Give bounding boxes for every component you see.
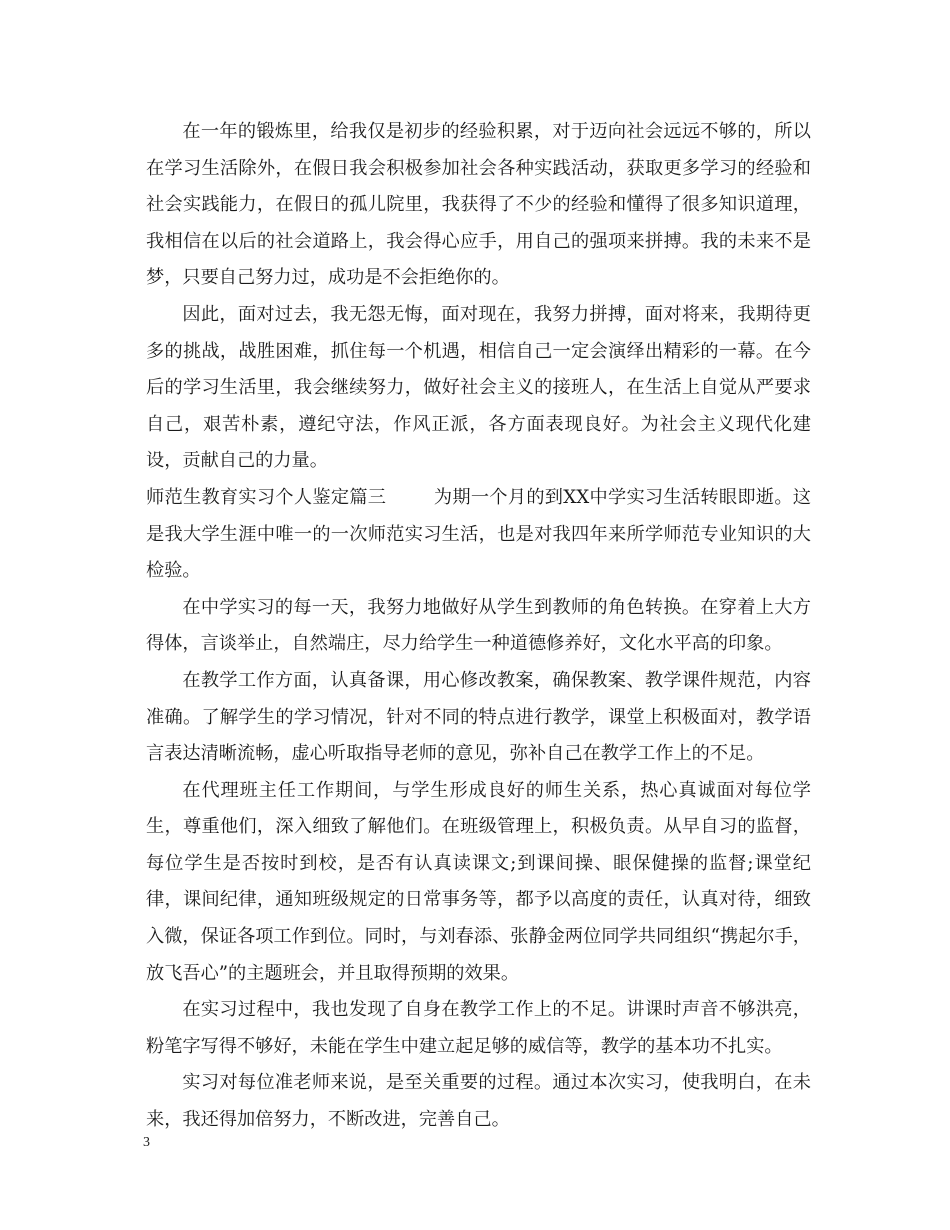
paragraph-4: 在教学工作方面，认真备课，用心修改教案，确保教案、教学课件规范，内容准确。了解学生的学习情况，针对不同的特点进行教学，课堂上积极面对，教学语言表达清晰流畅，虚心听取指导老师的意见，弥补自己在教学工作上的不足。: [146, 669, 811, 765]
paragraph-2: 因此，面对过去，我无怨无悔，面对现在，我努力拼搏，面对将来，我期待更多的挑战，战胜困难，抓住每一个机遇，相信自己一定会演绎出精彩的一幕。在今后的学习生活里，我会继续努力，做好社会主义的接班人，在生活上自觉从严要求自己，艰苦朴素，遵纪守法，作风正派，各方面表现良好。为社会主义现代化建设，贡献自己的力量。: [146, 303, 811, 472]
section-paragraph: [146, 480, 811, 590]
paragraph-3: 在中学实习的每一天，我努力地做好从学生到教师的角色转换。在穿着上大方得体，言谈举止，自然端庄，尽力给学生一种道德修养好，文化水平高的印象。: [146, 596, 811, 655]
page-number: 3: [143, 1135, 150, 1150]
document-body: [146, 114, 811, 1139]
paragraph-6: 在实习过程中，我也发现了自身在教学工作上的不足。讲课时声音不够洪亮，粉笔字写得不够好，未能在学生中建立起足够的威信等，教学的基本功不扎实。: [146, 999, 811, 1057]
paragraph-5: 在代理班主任工作期间，与学生形成良好的师生关系，热心真诚面对每位学生，尊重他们，深入细致了解他们。在班级管理上，积极负责。从早自习的监督，每位学生是否按时到校，是否有认真读课文;到课间操、眼保健操的监督;课堂纪律，课间纪律，通知班级规定的日常事务等，都予以高度的责任，认真对待，细致入微，保证各项工作到位。同时，与刘春添、张静金两位同学共同组织“携起尔手，放飞吾心”的主题班会，并且取得预期的效果。: [146, 779, 811, 984]
section-heading: 师范生教育实习个人鉴定篇三: [146, 486, 387, 508]
paragraph-7: 实习对每位准老师来说，是至关重要的过程。通过本次实习，使我明白，在未来，我还得加倍努力，不断改进，完善自己。: [146, 1072, 811, 1131]
paragraph-1: 在一年的锻炼里，给我仅是初步的经验积累，对于迈向社会远远不够的，所以在学习生活除外，在假日我会积极参加社会各种实践活动，获取更多学习的经验和社会实践能力，在假日的孤儿院里，我获得了不少的经验和懂得了很多知识道理，我相信在以后的社会道路上，我会得心应手，用自己的强项来拼搏。我的未来不是梦，只要自己努力过，成功是不会拒绝你的。: [146, 121, 811, 289]
section-intro: 为期一个月的到XX中学实习生活转眼即逝。这是我大学生涯中唯一的一次师范实习生活，也是对我四年来所学师范专业知识的大检验。: [146, 486, 811, 582]
